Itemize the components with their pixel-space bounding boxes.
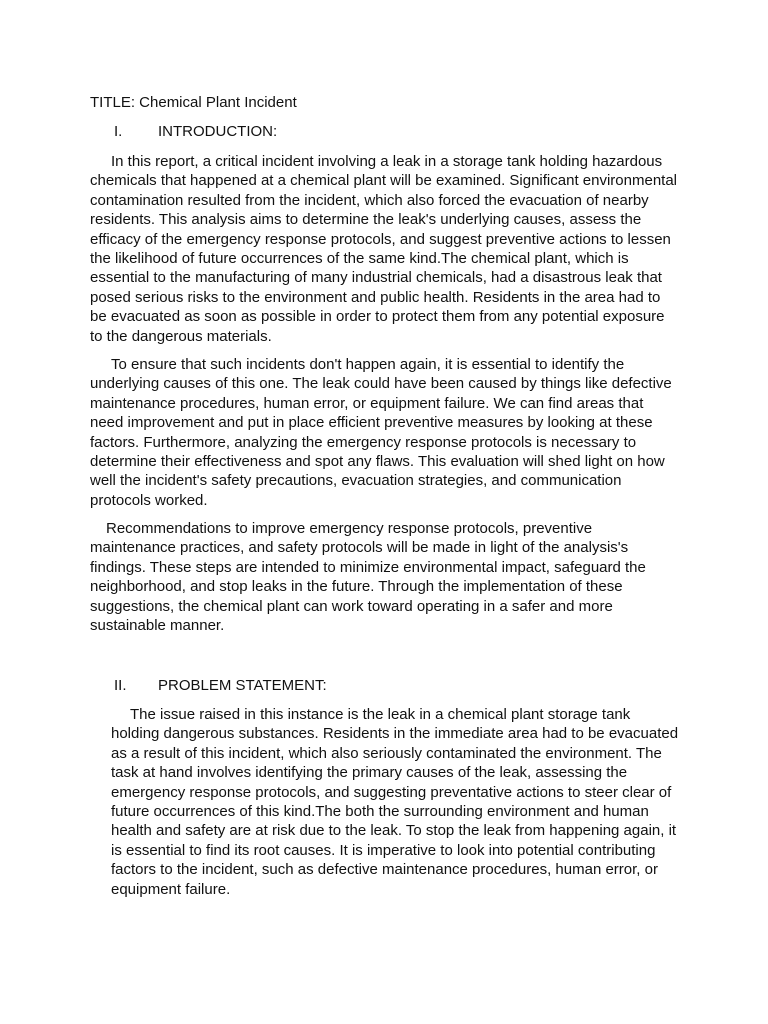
document-title: TITLE: Chemical Plant Incident	[90, 94, 297, 111]
section-heading-introduction	[114, 122, 277, 141]
section-number: II.	[114, 677, 127, 694]
section-heading-text: PROBLEM STATEMENT:	[158, 677, 327, 694]
section-heading-text: INTRODUCTION:	[158, 123, 278, 140]
section-number: I.	[114, 123, 123, 140]
problem-statement-paragraph: The issue raised in this instance is the leak in a chemical plant storage tank holding dangerous substances. Residents in the immediate area had to be evacuated as a result of this incident, which also seriously contaminated the environment. The task at hand involves identifying the primary causes of the leak, assessing the emergency response protocols, and suggesting preventative actions to steer clear of future occurrences of this kind.The both the surrounding environment and human health and safety are at risk due to the leak. To stop the leak from happening again, it is essential to find its root causes. It is imperative to look into potential contributing factors to the incident, such as defective maintenance procedures, human error, or equipment failure.	[111, 706, 679, 898]
introduction-paragraph-2: To ensure that such incidents don't happen again, it is essential to identify the underlying causes of this one. The leak could have been caused by things like defective maintenance procedures, human error, or equipment failure. We can find areas that need improvement and put in place efficient preventive measures by looking at these factors. Furthermore, analyzing the emergency response protocols is necessary to determine their effectiveness and spot any flaws. This evaluation will shed light on how well the incident's safety precautions, evacuation strategies, and communication protocols worked.	[90, 356, 672, 509]
introduction-paragraph-1: In this report, a critical incident involving a leak in a storage tank holding hazardous chemicals that happened at a chemical plant will be examined. Significant environmental contamination resulted from the incident, which also forced the evacuation of nearby residents. This analysis aims to determine the leak's underlying causes, assess the efficacy of the emergency response protocols, and suggest preventive actions to lessen the likelihood of future occurrences of the same kind.The chemical plant, which is essential to the manufacturing of many industrial chemicals, had a disastrous leak that posed serious risks to the environment and public health. Residents in the area had to be evacuated as soon as possible in order to protect them from any potential exposure to the dangerous materials.	[90, 153, 677, 345]
introduction-paragraph-3: Recommendations to improve emergency response protocols, preventive maintenance practices, and safety protocols will be made in light of the analysis's findings. These steps are intended to minimize environmental impact, safeguard the neighborhood, and stop leaks in the future. Through the implementation of these suggestions, the chemical plant can work toward operating in a safer and more sustainable manner.	[90, 520, 646, 635]
section-heading-problem-statement	[114, 676, 327, 695]
